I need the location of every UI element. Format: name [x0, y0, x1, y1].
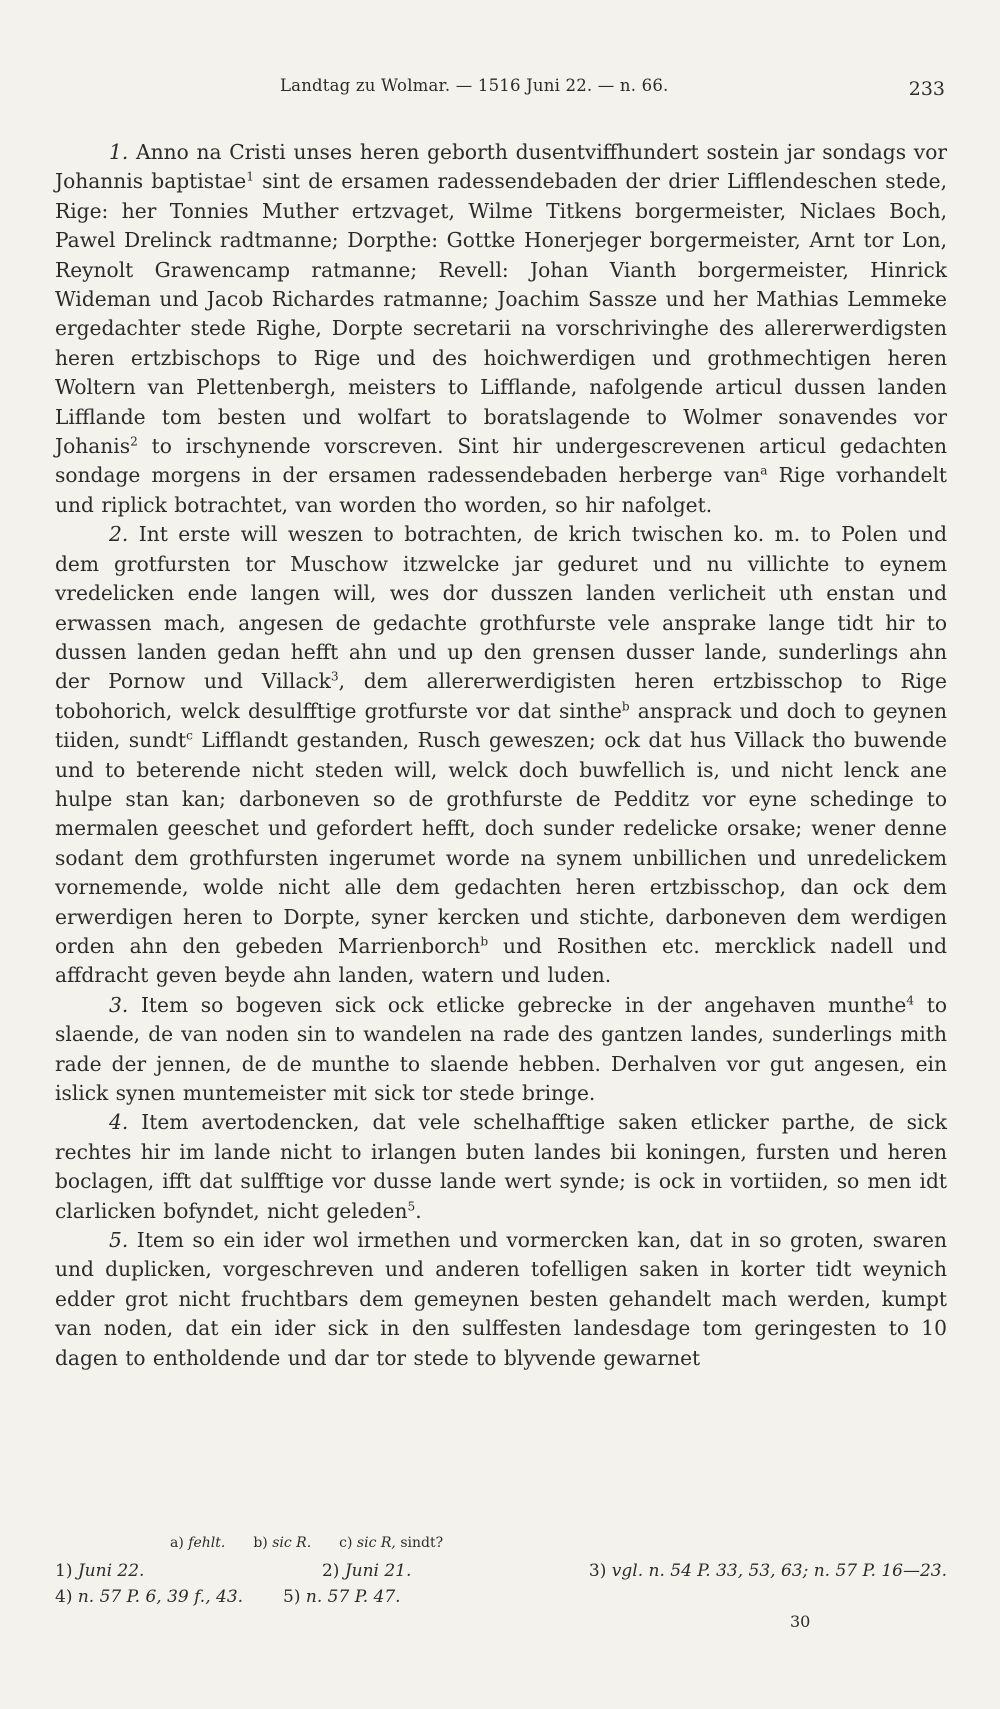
- footnote-text: fehlt.: [188, 1535, 226, 1551]
- text-run: to slaende, de van noden sin to wandelen na rade des gantzen landes, sunderlings mith rade der jennen, de de munthe to slaende hebben. Derhalven vor gut angesen, ein islick synen muntemeister mit sick tor stede bringe.: [55, 992, 948, 1105]
- paragraph: [55, 991, 947, 1109]
- footnote-text: n. 57 P. 6, 39 f., 43.: [77, 1587, 244, 1607]
- running-head: Landtag zu Wolmar. — 1516 Juni 22. — n. 66.: [280, 76, 669, 95]
- paragraph-number: 4.: [109, 1110, 129, 1135]
- text-run: to irschynende vorscreven. Sint hir undergescrevenen articul gedachten sondage morgens in der ersamen radessendebaden herberge van: [55, 434, 947, 488]
- footnote-row: [55, 1587, 947, 1607]
- footnote-text: sic R,: [356, 1535, 396, 1551]
- paragraph: [55, 1108, 947, 1226]
- footnote-ref: b: [621, 699, 630, 714]
- text-run: Item so ein ider wol irmethen und vormercken kan, dat in so groten, swaren und duplicken, vorgeschreven und anderen tofelligen saken in korter tidt weynich edder grot nicht fruchtbars dem gemeynen besten gehandelt mach werden, kumpt van noden, dat ein ider sick in den sulffesten landesdage tom geringesten to 10 dagen to entholdende und dar tor stede to blyvende gewarnet: [55, 1228, 947, 1370]
- paragraph-number: 1.: [109, 140, 129, 164]
- footnote-ref: a: [760, 463, 768, 478]
- footnote: [253, 1535, 311, 1551]
- paragraph-number: 5.: [109, 1228, 129, 1253]
- footnote-text: Juni 21.: [344, 1561, 412, 1581]
- footnote-row: [55, 1561, 947, 1581]
- paragraph: [55, 520, 947, 991]
- page-header: [55, 76, 945, 106]
- footnote: [589, 1561, 947, 1581]
- footnote-mark: 4): [55, 1587, 73, 1607]
- footnote-extra: sindt?: [400, 1535, 444, 1551]
- footnote-mark: 3): [588, 1561, 607, 1581]
- text-run: , dem allererwerdigisten heren ertzbisschop to Rige tobohorich, welck desulfftige grotfurste vor dat sinthe: [55, 669, 947, 723]
- footnote-text: n. 57 P. 47.: [305, 1587, 401, 1607]
- text-run: Item so bogeven sick ock etlicke gebrecke in der angehaven munthe: [140, 992, 907, 1017]
- footnote: [322, 1561, 411, 1581]
- text-run: Int erste will weszen to botrachten, de krich twischen ko. m. to Polen und dem grotfursten tor Muschow itzwelcke jar geduret und nu villichte to eynem vredelicken ende langen will, wes dor dusszen landen verlicheit uth enstan und erwassen mach, angesen de gedachte grothfurste vele ansprake lange tidt hir to dussen landen gedan hefft ahn und up den grensen dusser lande, sunderlings ahn der Pornow und Villack: [55, 522, 948, 694]
- critical-apparatus: [170, 1535, 947, 1551]
- paragraph: [55, 138, 947, 520]
- footnote-ref: 1: [246, 169, 254, 184]
- footnote-ref: 3: [330, 669, 339, 684]
- text-run: und Rosithen etc. mercklick nadell und affdracht geven beyde ahn landen, watern und luden.: [55, 933, 947, 988]
- footnote: [55, 1561, 144, 1581]
- signature-mark: 30: [790, 1612, 811, 1631]
- footnote-ref: 5: [407, 1199, 416, 1214]
- text-run: ansprack und doch to geynen tiiden, sundt: [55, 698, 947, 753]
- footnote-mark: 1): [55, 1561, 73, 1581]
- text-run: Rige vorhandelt und riplick botrachtet, van worden tho worden, so hir nafolget.: [55, 463, 948, 517]
- footnote: [283, 1587, 401, 1607]
- text-run: Lifflandt gestanden, Rusch geweszen; ock dat hus Villack tho buwende und to beterende nicht steden will, welck doch buwfellich is, und nicht lenck ane hulpe stan kan; darboneven so de grothfurste de Pedditz vor eyne schedinge to mermalen geeschet und gefordert hefft, doch sunder redelicke orsake; wener denne sodant dem grothfursten ingerumet worde na synem unbillichen und unredelickem vornemende, wolde nicht alle dem gedachten heren ertzbisschop, dan ock dem erwerdigen heren to Dorpte, syner kercken und stichte, darboneven dem werdigen orden ahn den gebeden Marrienborch: [55, 728, 947, 958]
- footnote-mark: b): [253, 1535, 268, 1551]
- footnotes: [55, 1535, 947, 1607]
- footnote-mark: c): [339, 1535, 353, 1551]
- paragraph-number: 3.: [109, 992, 129, 1017]
- footnote: [55, 1587, 243, 1607]
- footnote: [170, 1535, 225, 1551]
- footnote-ref: c: [186, 728, 193, 743]
- footnote-ref: 4: [906, 993, 915, 1008]
- text-run: sint de ersamen radessendebaden der drier Lifflendeschen stede, Rige: her Tonnies Muther ertzvaget, Wilme Titkens borgermeister, Niclaes Boch, Pawel Drelinck radtmanne; Dorpthe: Gottke Honerjeger borgermeister, Arnt tor Lon, Reynolt Grawencamp ratmanne; Revell: Johan Vianth borgermeister, Hinrick Wideman und Jacob Richardes ratmanne; Joachim Sassze und her Mathias Lemmeke ergedachter stede Righe, Dorpte secretarii na vorschrivinghe des allererwerdigsten heren ertzbischops to Rige und des hoichwerdigen und grothmechtigen heren Woltern van Plettenbergh, meisters to Lifflande, nafolgende articul dussen landen Lifflande tom besten und wolfart to boratslagende to Wolmer sonavendes vor Johanis: [55, 169, 947, 459]
- footnote-mark: 2): [321, 1561, 340, 1581]
- footnote-text: vgl. n. 54 P. 33, 53, 63; n. 57 P. 16—23.: [611, 1561, 947, 1581]
- footnote-mark: a): [170, 1535, 184, 1551]
- footnote-ref: b: [480, 934, 489, 949]
- text-run: Anno na Cristi unses heren geborth dusentviffhundert sostein jar sondags vor Johannis baptistae: [55, 140, 947, 194]
- paragraph-number: 2.: [109, 522, 129, 547]
- footnote-ref: 2: [130, 434, 138, 449]
- footnote: [339, 1535, 443, 1551]
- footnote-text: Juni 22.: [77, 1561, 145, 1581]
- footnote-text: sic R.: [272, 1535, 312, 1551]
- text-run: Item avertodencken, dat vele schelhafftige saken etlicker parthe, de sick rechtes hir im lande nicht to irlangen buten landes bii koningen, fursten und heren boclagen, ifft dat sulfftige vor dusse lande wert synde; is ock in vortiiden, so men idt clarlicken bofyndet, nicht geleden: [55, 1110, 947, 1223]
- page-number: 233: [908, 78, 945, 100]
- paragraph: [55, 1226, 947, 1373]
- text-run: .: [415, 1198, 422, 1223]
- body-text: [55, 138, 947, 1373]
- footnote-mark: 5): [283, 1587, 301, 1607]
